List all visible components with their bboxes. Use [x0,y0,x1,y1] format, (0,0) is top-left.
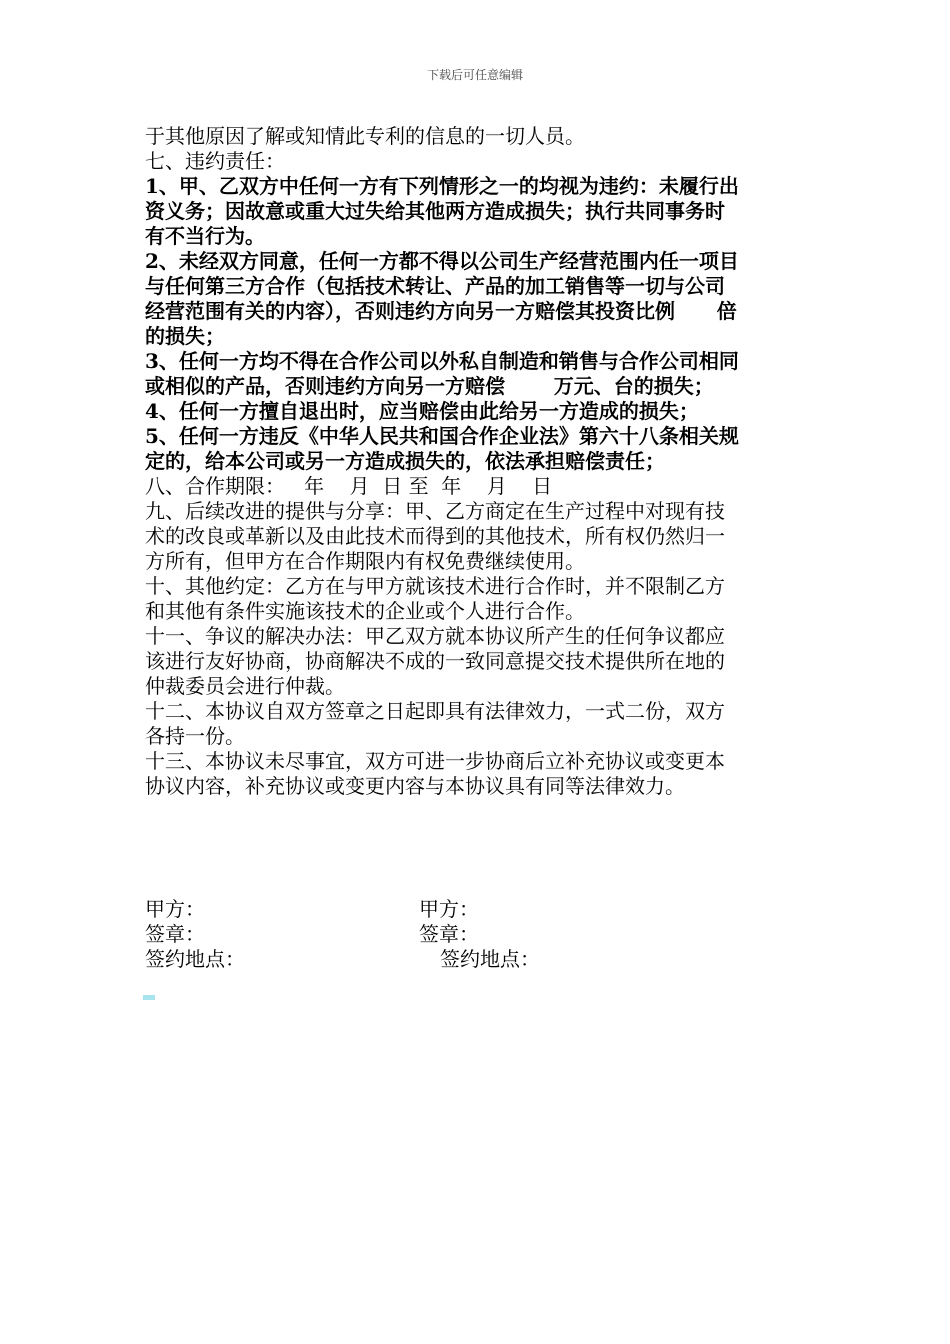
paragraph-line: 各持一份。 [145,724,245,748]
right-party-label: 甲方： [419,897,479,921]
page-header: 下载后可任意编辑 [426,68,523,82]
paragraph-line: 定的，给本公司或另一方造成损失的，依法承担赔偿责任； [145,449,665,473]
paragraph-line: 十三、本协议未尽事宜，双方可进一步协商后立补充协议或变更本 [145,749,725,773]
paragraph-line: 与任何第三方合作（包括技术转让、产品的加工销售等一切与公司 [145,274,725,298]
paragraph-line: 协议内容，补充协议或变更内容与本协议具有同等法律效力。 [145,774,685,798]
agreement-body [145,124,810,799]
paragraph-line: 十、其他约定：乙方在与甲方就该技术进行合作时，并不限制乙方 [145,574,725,598]
paragraph-line: 4、任何一方擅自退出时，应当赔偿由此给另一方造成的损失； [145,399,699,423]
paragraph-line: 于其他原因了解或知情此专利的信息的一切人员。 [145,124,585,148]
cursor-marker [143,995,155,1000]
paragraph-line: 九、后续改进的提供与分享：甲、乙方商定在生产过程中对现有技 [145,499,725,523]
paragraph-line: 十一、争议的解决办法：甲乙双方就本协议所产生的任何争议都应 [145,624,725,648]
paragraph-line: 1、甲、乙双方中任何一方有下列情形之一的均视为违约：未履行出 [145,174,739,198]
right-place-label: 签约地点： [440,947,540,971]
paragraph-line: 八、合作期限： 年 月 日 至 年 月 日 [145,474,553,498]
paragraph-line: 方所有，但甲方在合作期限内有权免费继续使用。 [145,549,585,573]
paragraph-line: 资义务；因故意或重大过失给其他两方造成损失；执行共同事务时 [145,199,725,223]
right-seal-label: 签章： [419,922,479,946]
paragraph-line: 经营范围有关的内容），否则违约方向另一方赔偿其投资比例 倍 [145,299,737,323]
paragraph-line: 七、违约责任： [145,149,285,173]
paragraph-line: 术的改良或革新以及由此技术而得到的其他技术，所有权仍然归一 [145,524,725,548]
paragraph-line: 的损失； [145,324,225,348]
paragraph-line: 2、未经双方同意，任何一方都不得以公司生产经营范围内任一项目 [145,249,739,273]
paragraph-line: 3、任何一方均不得在合作公司以外私自制造和销售与合作公司相同 [145,349,739,373]
paragraph-line: 5、任何一方违反《中华人民共和国合作企业法》第六十八条相关规 [145,424,739,448]
paragraph-line: 该进行友好协商，协商解决不成的一致同意提交技术提供所在地的 [145,649,725,673]
paragraph-line: 仲裁委员会进行仲裁。 [145,674,345,698]
paragraph-line: 有不当行为。 [145,224,265,248]
paragraph-line: 和其他有条件实施该技术的企业或个人进行合作。 [145,599,585,623]
paragraph-line: 十二、本协议自双方签章之日起即具有法律效力，一式二份，双方 [145,699,725,723]
left-place-label: 签约地点： [145,947,245,971]
left-party-label: 甲方： [145,897,205,921]
left-seal-label: 签章： [145,922,205,946]
paragraph-line: 或相似的产品，否则违约方向另一方赔偿 万元、台的损失； [145,374,714,398]
